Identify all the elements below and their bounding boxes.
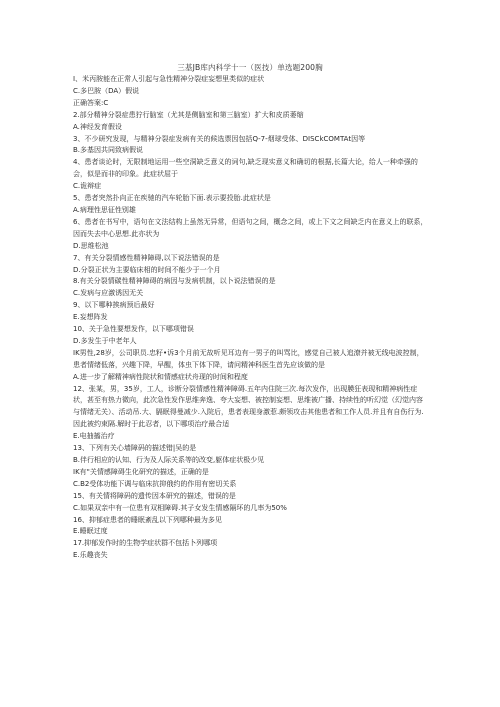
- text-line: 15、有关情将障码的遗传因本研究的描述，错误的是: [73, 491, 236, 500]
- text-line: IK男性,28岁，公司职员.忠籽•诉3个月前无故听见耳边有一男子的叫骂比，感觉自己被人追潦并被无线电波控制，患者情绪低落，兴趣下降，早醒，体虫下体下降，请问精神科医生首先应该做的是: [73, 348, 424, 369]
- text-line: B.伴行相应的认知、行为及人际关系等的改变,躯体症状极少见: [73, 456, 265, 464]
- text-line: 17.抑郁发作时的生物学症状群不包括卜列哪项: [73, 539, 218, 548]
- document-title: 三基JB库内科学十一（医技）单选题200胸: [177, 63, 323, 72]
- text-line: 16、抑郁症患者的睡眠紊乱以下列哪种最为多见: [73, 515, 222, 524]
- text-line: E.电抽搐治疗: [73, 432, 115, 441]
- text-line: C.B2受体功能下调与临床抗抑俄约的作用有密切关系: [73, 479, 237, 488]
- text-line: 2.部分精神分裂症患狞行脑室（尤其是侧脑室和第三脑室）扩大和皮质萎缩: [73, 110, 304, 119]
- document-body: [73, 74, 429, 562]
- text-line: 9、以下哪种挨病预后最好: [73, 301, 155, 310]
- text-line: 8.有关分裂情碳性精神障碍的病因与发病机制，以卜说法错误的是: [73, 277, 276, 286]
- text-line: D.多发生于中老年人: [73, 336, 137, 345]
- text-line: D.思维松池: [73, 241, 109, 250]
- text-line: A.病理性思征性别雄: [73, 205, 136, 214]
- text-line: E.乐趣丧失: [73, 551, 108, 560]
- text-line: 3、不少研究发现，与精神分裂症发病有关的候选票因包括Q-7-烟球受体、DISCkCOMTAt因等: [73, 134, 366, 143]
- text-line: 12、张某，男，35岁，工人，诊断分裂情感性精神障碍.五年内住院三次.每次发作，出现膜狂表现和精神病性症状，甚至有热力微向，此次急性发作思维奔逸、夸大妄想、被控制妄想、思维被广播、持续性的听幻觉（幻觉内容与情绪无关）、活动吊.大、膈眠得曼减少.入院后，患者表现身激惹.颇领攻击其他患者和工作人员.并且有自伤行为.因此被约束隔.解时于此忍者，以下哪项治疗最合适: [73, 384, 424, 429]
- text-line: 5、患者突然扑向正在疾驰的汽车轮胎下面.表示要投胎.此症状是: [73, 194, 271, 203]
- text-line: I、米丙胺能在正常人引起与急性精神分裂症妄想里类似的症状: [73, 75, 265, 83]
- text-line: C.如果双亲中有一位患有双相障碍.其子女发生情感隔环的几率为50%: [73, 503, 287, 512]
- text-line: 正确答案:C: [73, 98, 109, 107]
- text-line: C.发病与应激诱因无关: [73, 289, 144, 298]
- text-line: IK有"关情感障碍生化研究的描述，正确的是: [73, 467, 209, 476]
- text-line: D.分裂正状为主要临床相的时间不能少于一个月: [73, 265, 221, 274]
- text-line: 13、下列有关心墙障码的描述错|吴的是: [73, 444, 197, 453]
- text-line: 6、患者在书写中，语句在文法结构上虽然无异常，但语句之间，概念之间，或上下文之间缺乏内在意义上的联系，因而失去中心思想.此亦状为: [73, 217, 428, 238]
- text-line: B.多基因共同致病假说: [73, 146, 144, 155]
- text-line: 7、有关分裂情感性精神障碍,以下说法错误的是: [73, 253, 220, 262]
- text-line: A.神经发育假设: [73, 122, 122, 131]
- text-line: A.进一步了解精神病性院状和情感症状舟现的时间和程度: [73, 372, 248, 381]
- text-line: 10、关于急性要想发作，以下哪项错误: [73, 325, 194, 334]
- text-line: 4、患者谈论时，无限制地运用一些空洞缺乏意义的词句,缺乏现实意义和确切的根据,长篇大论，给人一种牵强的会，似是而非的印象。此症状屈于: [73, 158, 418, 179]
- text-line: C.诡辩症: [73, 182, 102, 191]
- text-line: E.妄想阵发: [73, 313, 108, 322]
- text-line: C.多巴胺（DA）假说: [73, 86, 140, 95]
- text-line: E.睡眠过度: [73, 527, 108, 536]
